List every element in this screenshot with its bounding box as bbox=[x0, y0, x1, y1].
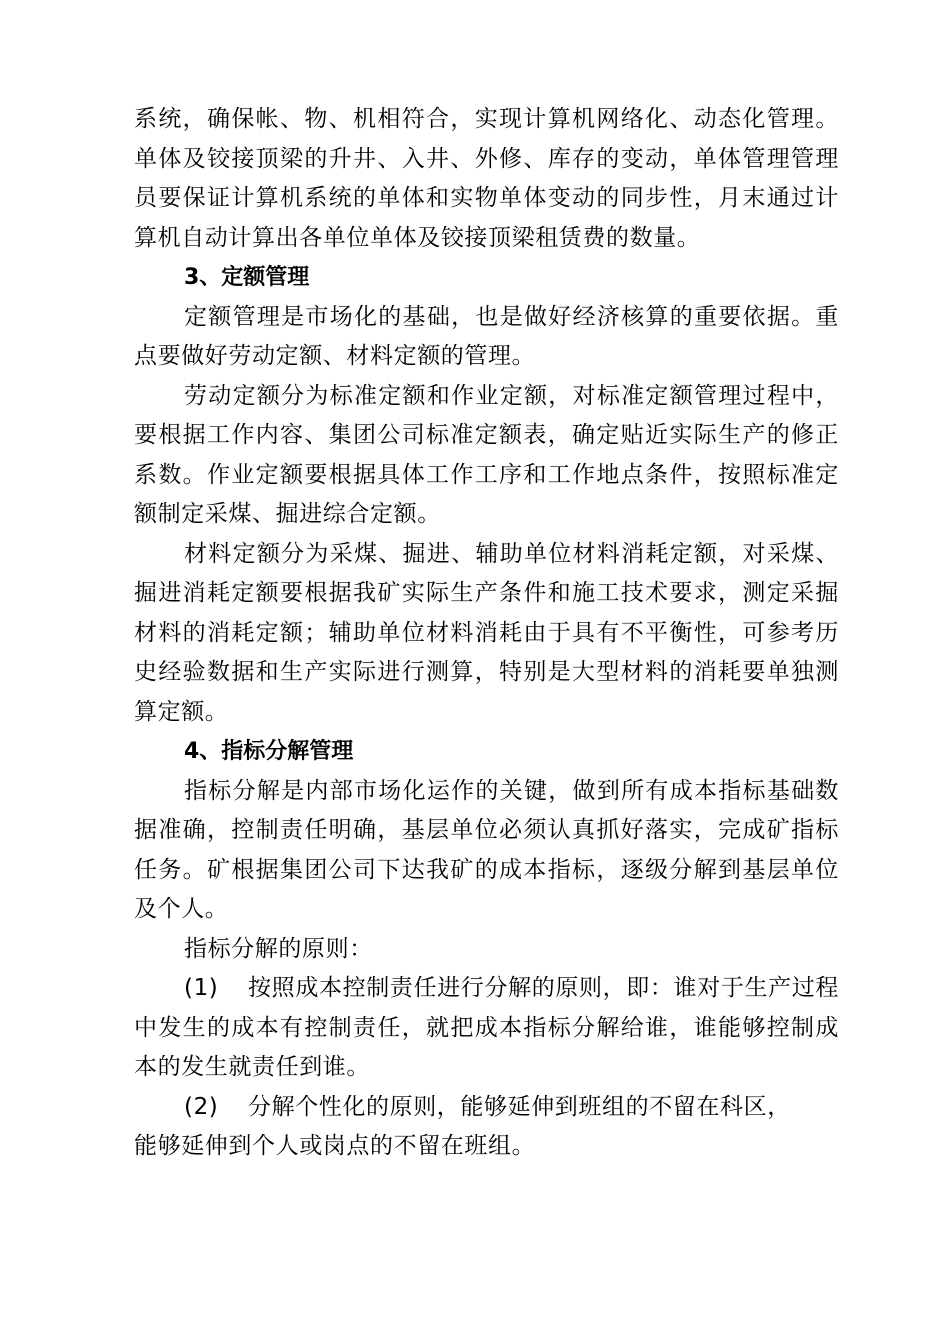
paragraph-index-decomposition: 指标分解是内部市场化运作的关键，做到所有成本指标基础数据准确，控制责任明确，基层单位必须认真抓好落实，完成矿指标任务。矿根据集团公司下达我矿的成本指标，逐级分解到基层单位及个人。 bbox=[134, 777, 839, 922]
list-item-number: (1) bbox=[184, 975, 219, 1001]
list-item-number: (2) bbox=[184, 1093, 219, 1120]
paragraph-quota-basis: 定额管理是市场化的基础，也是做好经济核算的重要依据。重点要做好劳动定额、材料定额的管理。 bbox=[134, 303, 839, 369]
section-heading-index-decomposition: 4、指标分解管理 bbox=[184, 739, 354, 764]
list-item-principle-2 bbox=[134, 1088, 839, 1167]
paragraph-labor-quota: 劳动定额分为标准定额和作业定额，对标准定额管理过程中，要根据工作内容、集团公司标准定额表，确定贴近实际生产的修正系数。作业定额要根据具体工作工序和工作地点条件，按照标准定额制定采煤、掘进综合定额。 bbox=[134, 382, 839, 527]
section-heading-quota-management: 3、定额管理 bbox=[184, 265, 310, 290]
paragraph-system-management: 系统，确保帐、物、机相符合，实现计算机网络化、动态化管理。单体及铰接顶梁的升井、入井、外修、库存的变动，单体管理管理员要保证计算机系统的单体和实物单体变动的同步性，月末通过计算机自动计算出各单位单体及铰接顶梁租赁费的数量。 bbox=[134, 106, 839, 251]
paragraph-material-quota: 材料定额分为采煤、掘进、辅助单位材料消耗定额，对采煤、掘进消耗定额要根据我矿实际生产条件和施工技术要求，测定采掘材料的消耗定额；辅助单位材料消耗由于具有不平衡性，可参考历史经验数据和生产实际进行测算，特别是大型材料的消耗要单独测算定额。 bbox=[134, 540, 839, 725]
list-item-text: 分解个性化的原则，能够延伸到班组的不留在科区， bbox=[248, 1093, 791, 1120]
list-item-text: 按照成本控制责任进行分解的原则，即：谁对于生产过程中发生的成本有控制责任，就把成本指标分解给谁，谁能够控制成本的发生就责任到谁。 bbox=[134, 975, 839, 1080]
list-item-text-continued: 能够延伸到个人或岗点的不留在班组。 bbox=[134, 1133, 536, 1159]
document-body bbox=[134, 100, 839, 1167]
paragraph-decomposition-principles: 指标分解的原则： bbox=[184, 935, 373, 962]
list-item-principle-1 bbox=[134, 969, 839, 1088]
